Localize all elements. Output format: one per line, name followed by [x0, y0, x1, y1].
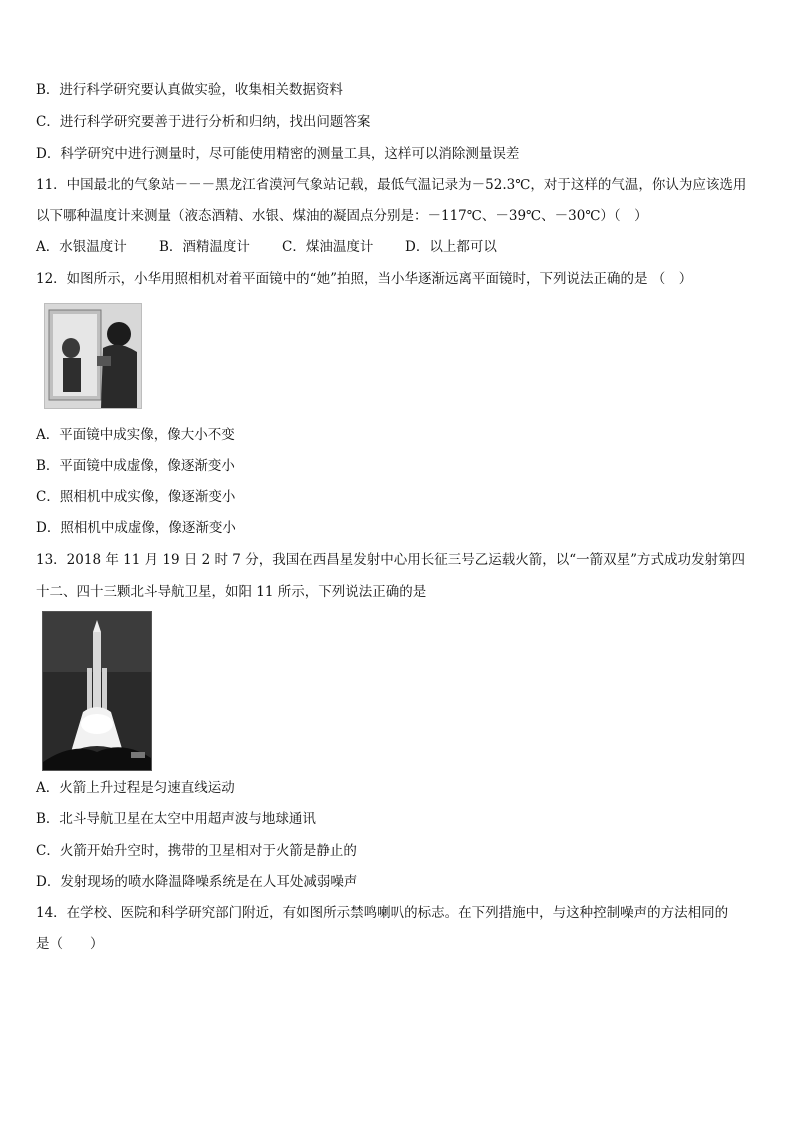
- question-13-line-1: 13．2018 年 11 月 19 日 2 时 7 分，我国在西昌星发射中心用长征三号乙运载火箭，以“一箭双星”方式成功发射第四: [36, 552, 745, 568]
- question-13-line-2: 十二、四十三颗北斗导航卫星，如阳 11 所示，下列说法正确的是: [36, 584, 427, 600]
- question-11-line-2: 以下哪种温度计来测量（液态酒精、水银、煤油的凝固点分别是：－117℃、－39℃、－30℃）（ ）: [36, 208, 648, 224]
- question-12-text: 12．如图所示，小华用照相机对着平面镜中的“她”拍照，当小华逐渐远离平面镜时，下列说法正确的是 （ ）: [36, 271, 693, 287]
- question-11-line-1: 11．中国最北的气象站－－－黑龙江省漠河气象站记载，最低气温记录为－52.3℃，对于这样的气温，你认为应该选用: [36, 177, 747, 193]
- option-d-previous: D．科学研究中进行测量时，尽可能使用精密的测量工具，这样可以消除测量误差: [36, 146, 520, 162]
- q12-option-d: D．照相机中成虚像，像逐渐变小: [36, 520, 236, 536]
- q13-option-a: A．火箭上升过程是匀速直线运动: [36, 780, 235, 796]
- q11-option-c: C．煤油温度计: [282, 239, 374, 255]
- q12-option-a: A．平面镜中成实像，像大小不变: [36, 427, 235, 443]
- q13-option-c: C．火箭开始升空时，携带的卫星相对于火箭是静止的: [36, 843, 357, 859]
- q12-option-b: B．平面镜中成虚像，像逐渐变小: [36, 458, 235, 474]
- q13-option-d: D．发射现场的喷水降温降噪系统是在人耳处减弱噪声: [36, 874, 358, 890]
- q12-option-c: C．照相机中成实像，像逐渐变小: [36, 489, 236, 505]
- option-c-previous: C．进行科学研究要善于进行分析和归纳，找出问题答案: [36, 114, 371, 130]
- q11-option-d: D．以上都可以: [405, 239, 497, 255]
- option-b-previous: B．进行科学研究要认真做实验，收集相关数据资料: [36, 82, 343, 98]
- q11-option-a: A．水银温度计: [36, 239, 127, 255]
- rocket-launch-photo: [42, 611, 152, 771]
- question-14-line-2: 是（ ）: [36, 936, 104, 952]
- question-14-line-1: 14．在学校、医院和科学研究部门附近，有如图所示禁鸣喇叭的标志。在下列措施中，与这种控制噪声的方法相同的: [36, 905, 729, 921]
- question-11-options: [36, 237, 764, 257]
- q13-option-b: B．北斗导航卫星在太空中用超声波与地球通讯: [36, 811, 316, 827]
- mirror-photo: [44, 303, 142, 409]
- q11-option-b: B．酒精温度计: [159, 239, 250, 255]
